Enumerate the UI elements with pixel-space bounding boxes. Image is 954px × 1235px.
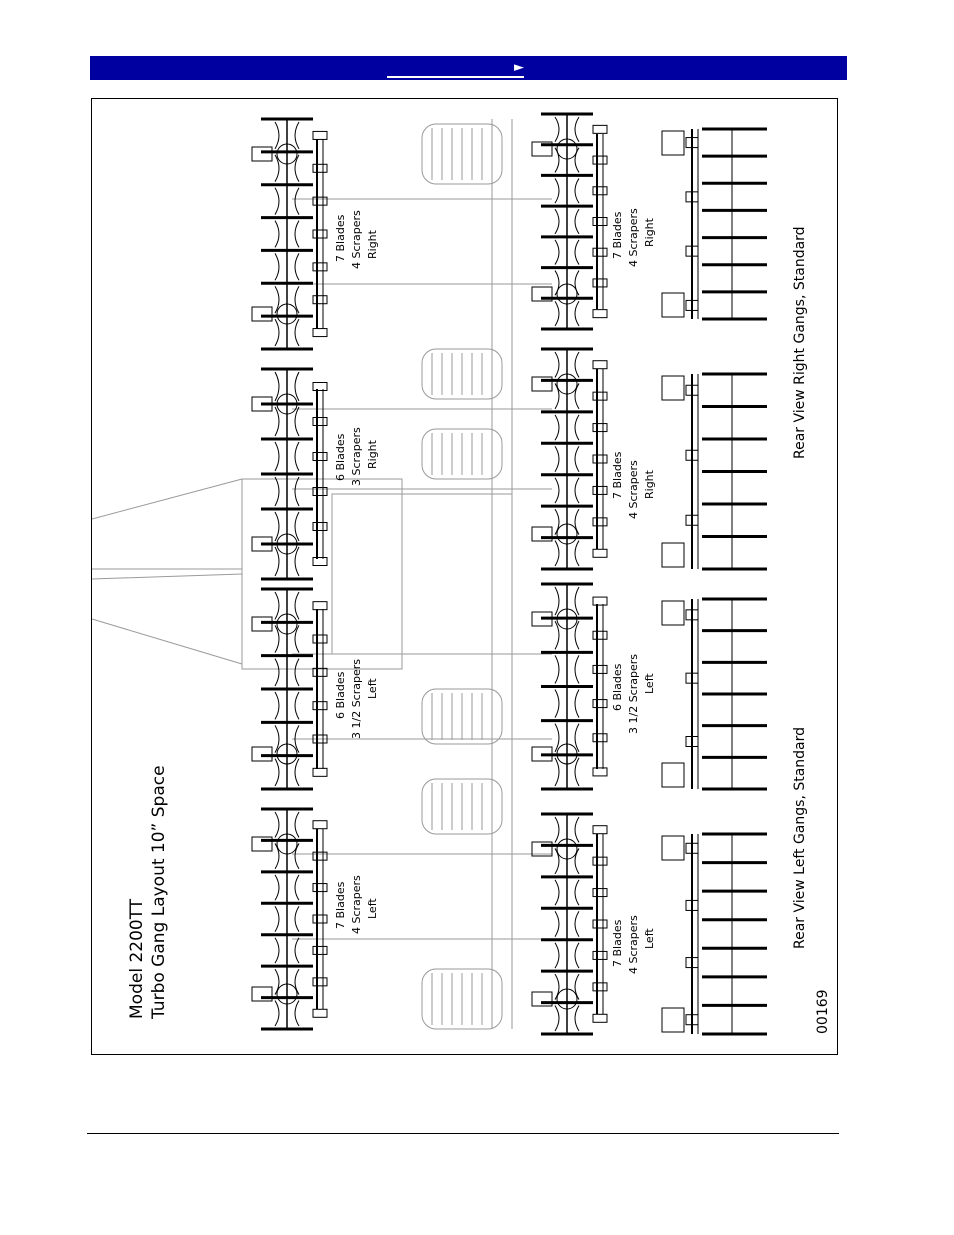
svg-text:4 Scrapers: 4 Scrapers — [627, 460, 640, 519]
svg-text:Right: Right — [643, 470, 656, 499]
figure-frame — [91, 98, 838, 1055]
label-rear-left-outer — [611, 915, 656, 974]
label-rear-left-inner — [611, 654, 656, 734]
svg-text:3 1/2 Scrapers: 3 1/2 Scrapers — [350, 659, 363, 739]
svg-text:Right: Right — [643, 218, 656, 247]
label-front-left-inner — [334, 659, 379, 739]
svg-text:7 Blades: 7 Blades — [611, 919, 624, 967]
figure-title-line1: Model 2200TT — [127, 898, 147, 1019]
svg-text:6 Blades: 6 Blades — [611, 663, 624, 711]
svg-text:7 Blades: 7 Blades — [611, 211, 624, 259]
svg-text:Right: Right — [366, 440, 379, 469]
svg-text:3 Scrapers: 3 Scrapers — [350, 427, 363, 486]
footer-rule — [87, 1133, 839, 1134]
svg-text:6 Blades: 6 Blades — [334, 671, 347, 719]
svg-text:4 Scrapers: 4 Scrapers — [627, 208, 640, 267]
svg-text:4 Scrapers: 4 Scrapers — [350, 875, 363, 934]
svg-text:7 Blades: 7 Blades — [334, 214, 347, 262]
svg-text:Left: Left — [643, 928, 656, 949]
gang-layout-drawing — [92, 99, 837, 1054]
svg-text:7 Blades: 7 Blades — [334, 881, 347, 929]
label-front-right-inner — [334, 427, 379, 486]
svg-text:Left: Left — [366, 898, 379, 919]
svg-text:Left: Left — [366, 678, 379, 699]
label-front-right-outer — [334, 210, 379, 269]
figure-number: 00169 — [815, 989, 831, 1034]
svg-text:Left: Left — [643, 673, 656, 694]
label-rear-right-inner — [611, 451, 656, 519]
svg-text:6 Blades: 6 Blades — [334, 433, 347, 481]
svg-text:7 Blades: 7 Blades — [611, 451, 624, 499]
svg-text:4 Scrapers: 4 Scrapers — [350, 210, 363, 269]
next-page-link[interactable]: ► — [387, 60, 524, 78]
label-rear-right-outer — [611, 208, 656, 267]
rear-right-caption: Rear View Right Gangs, Standard — [792, 226, 808, 459]
figure-title-line2: Turbo Gang Layout 10” Space — [149, 765, 169, 1019]
label-front-left-outer — [334, 875, 379, 934]
svg-text:4 Scrapers: 4 Scrapers — [627, 915, 640, 974]
svg-text:Right: Right — [366, 230, 379, 259]
svg-text:3 1/2 Scrapers: 3 1/2 Scrapers — [627, 654, 640, 734]
rear-left-caption: Rear View Left Gangs, Standard — [792, 726, 808, 949]
